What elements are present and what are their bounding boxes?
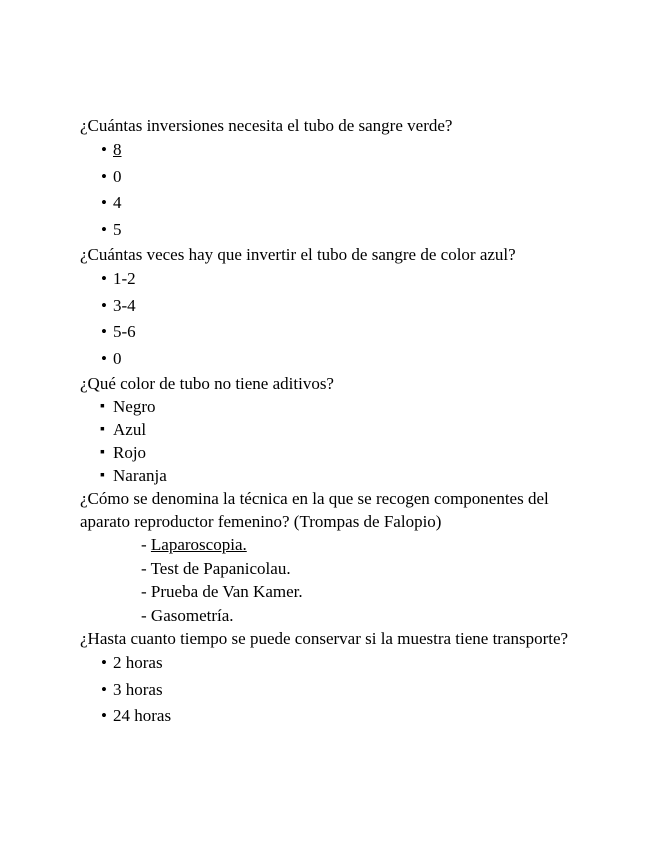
option-item: - Test de Papanicolau. <box>141 558 291 578</box>
option-item: • 3 horas <box>80 677 580 704</box>
option-item: - Prueba de Van Kamer. <box>141 582 303 601</box>
question-2: ¿Cuántas veces hay que invertir el tubo de sangre de color azul? <box>80 245 516 264</box>
option-item: • 5-6 <box>80 319 580 346</box>
option-item: • 1-2 <box>80 266 580 293</box>
option-item: • 0 <box>80 164 580 191</box>
option-item <box>80 137 580 164</box>
option-text: Prueba de Van Kamer. <box>150 582 303 601</box>
document-page <box>80 114 580 730</box>
question-3: ¿Qué color de tubo no tiene aditivos? <box>80 374 334 393</box>
option-text-selected: 8 <box>113 140 122 159</box>
question-4: ¿Cómo se denomina la técnica en la que se recogen componentes del aparato reproductor femenino? (Trompas de Falopio) <box>80 489 549 531</box>
option-item: ▪ Azul <box>80 418 580 441</box>
question-1: ¿Cuántas inversiones necesita el tubo de sangre verde? <box>80 116 453 135</box>
question-2-options <box>80 266 580 372</box>
question-1-options <box>80 137 580 243</box>
option-item: ▪ Rojo <box>80 441 580 464</box>
option-text: Gasometría. <box>150 605 234 625</box>
question-3-options <box>80 395 580 487</box>
question-5: ¿Hasta cuanto tiempo se puede conservar si la muestra tiene transporte? <box>80 629 569 648</box>
option-text-selected: Laparoscopia. <box>150 535 247 554</box>
option-item: • 24 horas <box>80 703 580 730</box>
option-item: ▪ Naranja <box>80 464 580 487</box>
option-item: • 3-4 <box>80 293 580 320</box>
question-5-options <box>80 650 580 730</box>
option-item: • 5 <box>80 217 580 244</box>
option-item: - Gasometría. <box>141 605 234 625</box>
option-item: - Laparoscopia. <box>141 535 247 554</box>
option-text: Test de Papanicolau. <box>150 558 291 578</box>
option-item: • 4 <box>80 190 580 217</box>
question-4-options <box>80 533 580 627</box>
option-item: • 2 horas <box>80 650 580 677</box>
option-item: • 0 <box>80 346 580 373</box>
option-item: ▪ Negro <box>80 395 580 418</box>
